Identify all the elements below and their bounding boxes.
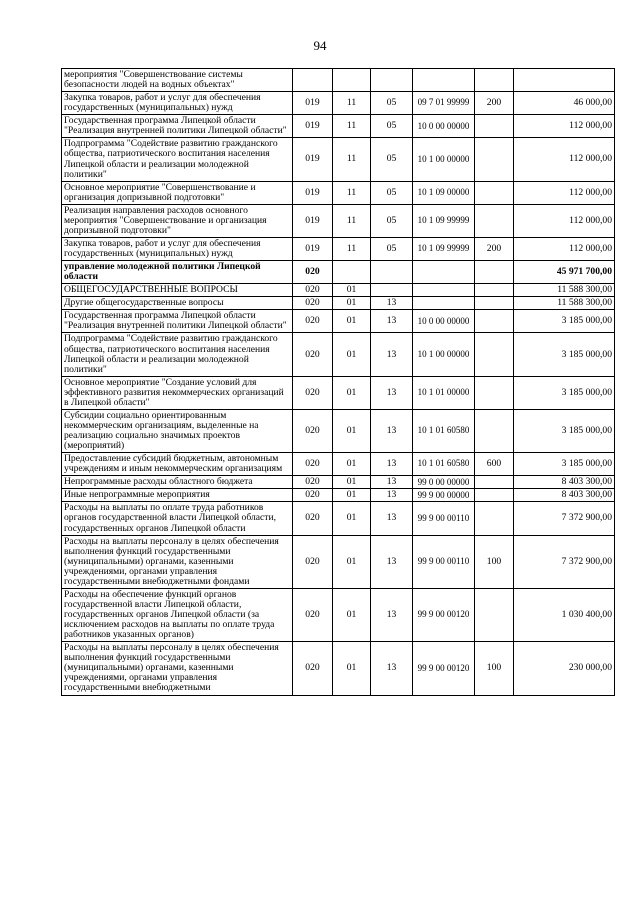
row-subsection: 13: [371, 409, 413, 452]
row-subsection: 13: [371, 310, 413, 333]
row-amount: 7 372 900,00: [514, 535, 615, 588]
row-code: 019: [293, 92, 333, 115]
row-target-article: 10 1 00 00000: [413, 333, 475, 376]
row-subsection: 13: [371, 642, 413, 695]
row-target-article: 99 9 00 00110: [413, 535, 475, 588]
row-section: 01: [333, 376, 371, 409]
row-name: Расходы на выплаты персоналу в целях обеспечения выполнения функций государственными (муниципальными) органами, казенными учреждениями, органами управления государственными внебюджетными фондами: [62, 535, 293, 588]
table-row: [62, 92, 615, 115]
table-row: [62, 489, 615, 502]
row-expense-kind: [475, 284, 514, 297]
row-subsection: 13: [371, 535, 413, 588]
row-target-article: 99 0 00 00000: [413, 476, 475, 489]
table-row: [62, 181, 615, 204]
row-name: Закупка товаров, работ и услуг для обеспечения государственных (муниципальных) нужд: [62, 237, 293, 260]
row-name: Предоставление субсидий бюджетным, автономным учреждениям и иным некоммерческим организациям: [62, 453, 293, 476]
row-expense-kind: [475, 297, 514, 310]
table-row: [62, 138, 615, 181]
row-section: [333, 69, 371, 92]
row-section: [333, 261, 371, 284]
row-code: 020: [293, 297, 333, 310]
row-code: 019: [293, 237, 333, 260]
row-code: 020: [293, 261, 333, 284]
row-section: 11: [333, 237, 371, 260]
table-row: [62, 588, 615, 641]
row-target-article: 10 1 01 60580: [413, 409, 475, 452]
row-code: 019: [293, 204, 333, 237]
row-subsection: 05: [371, 181, 413, 204]
row-expense-kind: [475, 310, 514, 333]
row-subsection: [371, 69, 413, 92]
table-row: [62, 476, 615, 489]
row-expense-kind: 100: [475, 535, 514, 588]
row-expense-kind: 600: [475, 453, 514, 476]
row-target-article: 10 1 01 60580: [413, 453, 475, 476]
row-target-article: 09 7 01 99999: [413, 92, 475, 115]
row-expense-kind: [475, 333, 514, 376]
table-row: [62, 535, 615, 588]
row-section: 11: [333, 181, 371, 204]
row-amount: 230 000,00: [514, 642, 615, 695]
row-target-article: 99 9 00 00120: [413, 642, 475, 695]
row-section: 01: [333, 476, 371, 489]
row-subsection: 13: [371, 376, 413, 409]
row-amount: 1 030 400,00: [514, 588, 615, 641]
row-subsection: 13: [371, 489, 413, 502]
row-section: 01: [333, 588, 371, 641]
row-name: Субсидии социально ориентированным некоммерческим организациям, выделенные на реализацию социально значимых проектов (мероприятий): [62, 409, 293, 452]
row-name: Непрограммные расходы областного бюджета: [62, 476, 293, 489]
row-expense-kind: [475, 204, 514, 237]
row-target-article: 10 1 09 00000: [413, 181, 475, 204]
row-subsection: 05: [371, 237, 413, 260]
row-code: 020: [293, 502, 333, 535]
row-amount: 45 971 700,00: [514, 261, 615, 284]
row-amount: 11 588 300,00: [514, 297, 615, 310]
row-amount: 8 403 300,00: [514, 476, 615, 489]
row-name: Расходы на обеспечение функций органов государственной власти Липецкой области, государственных органов Липецкой области (за исключением расходов на выплаты по оплате труда работников указанных органов): [62, 588, 293, 641]
row-code: 020: [293, 310, 333, 333]
table-row: [62, 261, 615, 284]
row-target-article: [413, 297, 475, 310]
row-name: Подпрограмма "Содействие развитию гражданского общества, патриотического воспитания населения Липецкой области и реализации молодежной политики": [62, 138, 293, 181]
row-name: Государственная программа Липецкой области "Реализация внутренней политики Липецкой области": [62, 310, 293, 333]
row-code: 020: [293, 476, 333, 489]
row-amount: 46 000,00: [514, 92, 615, 115]
row-expense-kind: [475, 502, 514, 535]
row-code: 020: [293, 642, 333, 695]
table-row: [62, 409, 615, 452]
row-code: 020: [293, 409, 333, 452]
row-name: Иные непрограммные мероприятия: [62, 489, 293, 502]
row-name: Подпрограмма "Содействие развитию гражданского общества, патриотического воспитания населения Липецкой области и реализации молодежной политики": [62, 333, 293, 376]
row-target-article: [413, 261, 475, 284]
budget-table-body: [62, 69, 615, 696]
row-code: 019: [293, 138, 333, 181]
table-row: [62, 69, 615, 92]
row-amount: 3 185 000,00: [514, 310, 615, 333]
row-section: 01: [333, 333, 371, 376]
row-expense-kind: [475, 138, 514, 181]
row-expense-kind: [475, 489, 514, 502]
row-expense-kind: [475, 181, 514, 204]
table-row: [62, 502, 615, 535]
row-target-article: 99 9 00 00110: [413, 502, 475, 535]
row-section: 01: [333, 642, 371, 695]
row-subsection: 13: [371, 502, 413, 535]
row-subsection: 05: [371, 204, 413, 237]
row-subsection: 13: [371, 588, 413, 641]
row-code: 020: [293, 535, 333, 588]
table-row: [62, 115, 615, 138]
table-row: [62, 310, 615, 333]
row-section: 11: [333, 115, 371, 138]
page-number: 94: [313, 38, 327, 53]
row-name: Расходы на выплаты персоналу в целях обеспечения выполнения функций государственными (муниципальными) органами, казенными учреждениями, органами управления государственными внебюджетными: [62, 642, 293, 695]
row-amount: 112 000,00: [514, 115, 615, 138]
row-name: управление молодежной политики Липецкой области: [62, 261, 293, 284]
row-code: 020: [293, 376, 333, 409]
row-section: 11: [333, 138, 371, 181]
table-row: [62, 284, 615, 297]
row-target-article: 10 1 01 00000: [413, 376, 475, 409]
row-amount: 3 185 000,00: [514, 333, 615, 376]
row-section: 01: [333, 489, 371, 502]
row-code: [293, 69, 333, 92]
row-name: Расходы на выплаты по оплате труда работников органов государственной власти Липецкой области, государственных органов Липецкой области: [62, 502, 293, 535]
row-expense-kind: [475, 476, 514, 489]
table-row: [62, 204, 615, 237]
row-amount: [514, 69, 615, 92]
row-target-article: 99 9 00 00000: [413, 489, 475, 502]
row-name: Основное мероприятие "Совершенствование и организация допризывной подготовки": [62, 181, 293, 204]
row-subsection: 13: [371, 476, 413, 489]
row-amount: 11 588 300,00: [514, 284, 615, 297]
row-code: 020: [293, 453, 333, 476]
row-target-article: 99 9 00 00120: [413, 588, 475, 641]
row-target-article: 10 1 09 99999: [413, 204, 475, 237]
row-target-article: [413, 284, 475, 297]
row-amount: 112 000,00: [514, 204, 615, 237]
row-target-article: 10 0 00 00000: [413, 310, 475, 333]
row-section: 01: [333, 453, 371, 476]
row-expense-kind: [475, 376, 514, 409]
row-amount: 112 000,00: [514, 181, 615, 204]
row-name: мероприятия "Совершенствование системы безопасности людей на водных объектах": [62, 69, 293, 92]
row-target-article: 10 1 00 00000: [413, 138, 475, 181]
row-subsection: [371, 261, 413, 284]
row-expense-kind: 200: [475, 92, 514, 115]
row-amount: 112 000,00: [514, 138, 615, 181]
row-expense-kind: [475, 69, 514, 92]
row-amount: 112 000,00: [514, 237, 615, 260]
row-name: ОБЩЕГОСУДАРСТВЕННЫЕ ВОПРОСЫ: [62, 284, 293, 297]
row-code: 019: [293, 181, 333, 204]
row-name: Реализация направления расходов основного мероприятия "Совершенствование и организация допризывной подготовки": [62, 204, 293, 237]
row-section: 01: [333, 310, 371, 333]
row-subsection: 13: [371, 453, 413, 476]
row-section: 11: [333, 204, 371, 237]
row-subsection: [371, 284, 413, 297]
table-row: [62, 333, 615, 376]
row-expense-kind: 200: [475, 237, 514, 260]
row-subsection: 13: [371, 297, 413, 310]
row-subsection: 05: [371, 115, 413, 138]
row-name: Государственная программа Липецкой области "Реализация внутренней политики Липецкой области": [62, 115, 293, 138]
row-code: 020: [293, 284, 333, 297]
table-row: [62, 297, 615, 310]
table-row: [62, 237, 615, 260]
row-amount: 3 185 000,00: [514, 453, 615, 476]
row-code: 020: [293, 489, 333, 502]
row-name: Основное мероприятие "Создание условий для эффективного развития некоммерческих организаций в Липецкой области": [62, 376, 293, 409]
row-target-article: 10 0 00 00000: [413, 115, 475, 138]
row-subsection: 05: [371, 138, 413, 181]
row-amount: 7 372 900,00: [514, 502, 615, 535]
table-row: [62, 376, 615, 409]
row-expense-kind: [475, 409, 514, 452]
row-target-article: 10 1 09 99999: [413, 237, 475, 260]
budget-table: [61, 68, 615, 696]
row-amount: 3 185 000,00: [514, 376, 615, 409]
row-target-article: [413, 69, 475, 92]
row-code: 020: [293, 588, 333, 641]
row-section: 01: [333, 502, 371, 535]
row-amount: 3 185 000,00: [514, 409, 615, 452]
row-expense-kind: [475, 115, 514, 138]
row-amount: 8 403 300,00: [514, 489, 615, 502]
row-section: 11: [333, 92, 371, 115]
table-row: [62, 642, 615, 695]
table-row: [62, 453, 615, 476]
row-section: 01: [333, 409, 371, 452]
row-code: 019: [293, 115, 333, 138]
row-expense-kind: 100: [475, 642, 514, 695]
row-code: 020: [293, 333, 333, 376]
row-subsection: 13: [371, 333, 413, 376]
row-name: Другие общегосударственные вопросы: [62, 297, 293, 310]
row-name: Закупка товаров, работ и услуг для обеспечения государственных (муниципальных) нужд: [62, 92, 293, 115]
row-section: 01: [333, 297, 371, 310]
row-expense-kind: [475, 588, 514, 641]
row-expense-kind: [475, 261, 514, 284]
row-section: 01: [333, 535, 371, 588]
row-subsection: 05: [371, 92, 413, 115]
row-section: 01: [333, 284, 371, 297]
